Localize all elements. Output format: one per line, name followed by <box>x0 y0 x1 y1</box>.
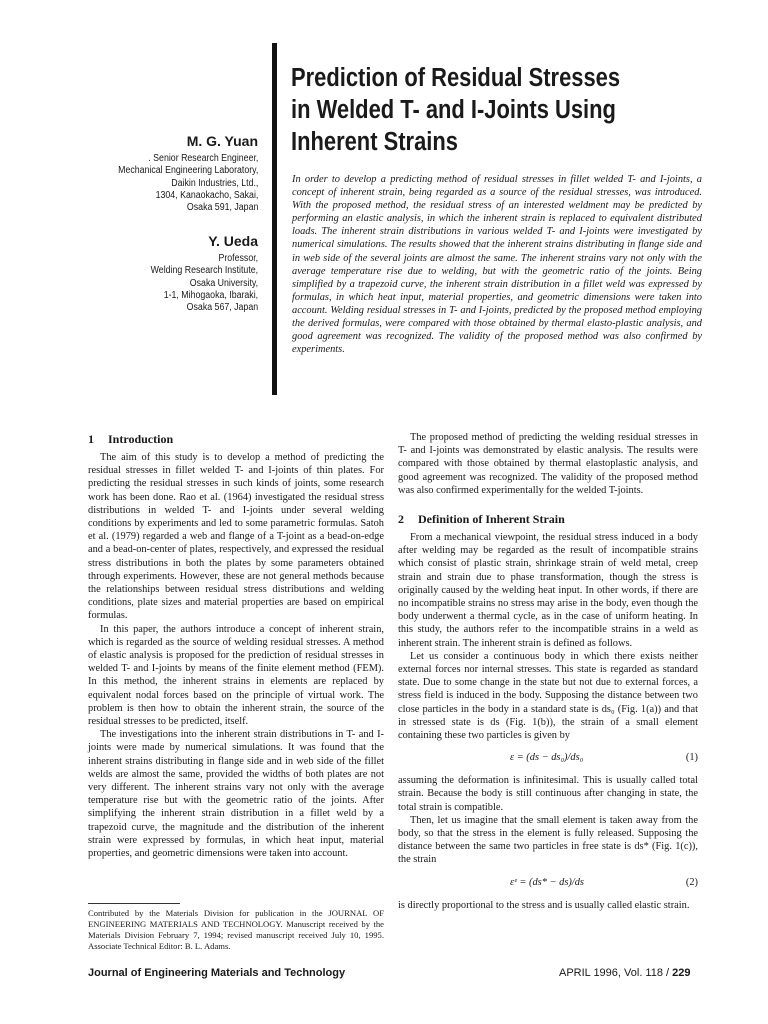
affiliation-line: Osaka 567, Japan <box>186 302 258 314</box>
section-title: Definition of Inherent Strain <box>418 512 565 527</box>
author-ueda <box>136 232 258 314</box>
title-line-3: Inherent Strains <box>291 128 458 156</box>
paper-title <box>291 62 669 158</box>
affiliation-line: . Senior Research Engineer, <box>147 153 258 164</box>
equation-expression: ε = (ds − ds₀)/ds₀ <box>510 752 584 764</box>
affiliation-line: Mechanical Engineering Laboratory, <box>117 165 258 177</box>
section-number: 1 <box>88 432 94 446</box>
affiliation-line: Daikin Industries, Ltd., <box>170 177 258 189</box>
affiliation-line: Professor, <box>218 253 258 264</box>
author-affiliation <box>151 253 258 314</box>
affiliation-line: Welding Research Institute, <box>150 265 258 277</box>
paragraph: is directly proportional to the stress and is usually called elastic strain. <box>398 899 690 911</box>
equation-expression: εᵉ = (ds* − ds)/ds <box>510 876 584 888</box>
equation-1 <box>398 751 698 765</box>
paragraph: In this paper, the authors introduce a concept of inherent strain, which is regarded as the source of welding residual stresses. A method of elastic analysis is proposed for the prediction of residual stresses in welded T- and I-joints by means of the finite element method (FEM). In this method, the inherent strains in elements are replaced by equivalent nodal forces based on the principle of virtual work. The problem is then how to obtain the inherent strain, the source of the residual stresses to be predicted, itself. <box>88 623 384 728</box>
paragraph: Then, let us imagine that the small element is taken away from the body, so that the stress in the element is fully released. Supposing the distance between the same two particles in free state is ds* (Fig. 1(c)), the strain <box>398 814 698 866</box>
page-number: 229 <box>672 967 691 979</box>
affiliation-line: 1-1, Mihogaoka, Ibaraki, <box>163 289 258 301</box>
paragraph: The investigations into the inherent strain distributions in T- and I-joints were made by numerical simulations. It was found that the inherent strains distributing in flange side and in web side of the fillet welds are almost the same, provided the widths of both plates are not very different. The inherent strains vary not only with the average temperature rise but with the geometric ratio of the joints. After simplifying the inherent strain distribution in a fillet weld by a trapezoid curve, the magnitude and the distribution of the inherent strain were expressed by formulas, in which heat input, material properties, and geometric dimensions were taken into account. <box>88 729 384 860</box>
author-name: Y. Ueda <box>208 233 258 249</box>
affiliation-line: 1304, Kanaokacho, Sakai, <box>155 189 258 201</box>
equation-number: (1) <box>685 752 698 764</box>
equation-2 <box>398 876 698 890</box>
issue-text: APRIL 1996, Vol. 118 / <box>559 967 673 979</box>
right-column <box>398 431 698 912</box>
section-number: 2 <box>398 512 404 527</box>
paragraph: The proposed method of predicting the welding residual stresses in T- and I-joints was demonstrated by elastic analysis. The results were compared with those obtained by thermal elastoplastic analysis, and good agreement was recognized. The validity of the proposed method was also confirmed experimentally for the welded T-joints. <box>398 432 698 496</box>
paragraph: Let us consider a continuous body in which there exists neither external forces nor internal stresses. This state is regarded as standard state. Due to some change in the state but not due to external forces, a stress field is induced in the body. Supposing the distance between two close particles in the body in a standard state is ds₀ (Fig. 1(a)) and that in stressed state is ds (Fig. 1(b)), the strain of a small element containing these two particles is given by <box>398 650 698 742</box>
section-2-heading <box>398 511 698 527</box>
author-name: M. G. Yuan <box>186 133 258 149</box>
footnote-rule <box>88 903 180 904</box>
section-title: Introduction <box>108 432 174 446</box>
equation-number: (2) <box>685 876 698 888</box>
title-line-2: in Welded T- and I-Joints Using <box>291 96 616 124</box>
abstract <box>292 173 702 356</box>
footnote: Contributed by the Materials Division for publication in the JOURNAL OF ENGINEERING MATERIALS AND TECHNOLOGY. Manuscript received by the Materials Division February 7, 1994; revised manuscript received July 10, 1995. Associate Technical Editor: B. L. Adams. <box>88 908 384 951</box>
paragraph: The aim of this study is to develop a method of predicting the residual stresses in fillet welded T- and I-joints of thin plates. For predicting the residual stresses in such kinds of joints, some research work has been done. Rao et al. (1964) investigated the residual stress distributions in welded T- and I-joints under several welding conditions by experiments and led to some parametric formulas. Satoh et al. (1979) regarded a web and flange of a T-joint as a bead-on-edge and a bead-on-center of plates, respectively, and expressed the residual stress distributions in both the plates by some parameters obtained through experiments. However, these are not general methods because the relationships between residual stress distributions and welding conditions, plate sizes and material properties are based on empirical formulas. <box>88 452 384 622</box>
journal-name: Journal of Engineering Materials and Technology <box>88 967 346 979</box>
author-yuan <box>99 132 258 214</box>
abstract-text: In order to develop a predicting method of residual stresses in fillet welded T- and I-joints, a concept of inherent strain, being regarded as a source of the residual stresses, was introduced. With the proposed method, the residual stress of an interested weldment may be predicted by performing an elastic analysis, in which the inherent strain is replaced to equivalent distributed loads. The inherent strain distributions in various welded T- and I-joints were investigated by numerical simulations. The results showed that the inherent strains distributing in flange side and in web side of the several joints are almost the same. The inherent strains vary not only with the average temperature rise due to welding, but with the geometric ratio of the joints. Being simplified by a trapezoid curve, the inherent strain distribution in a fillet weld was expressed by formulas, in which heat input, material properties, and geometric dimensions were taken into account. Welding residual stresses in T- and I-joints, predicted by the proposed method employing the derived formulas, were compared with those obtained by thermal elasto-plastic analysis, and good agreement was recognized. The validity of the proposed method was also confirmed by experiments. <box>292 174 702 356</box>
left-column <box>88 431 384 860</box>
affiliation-line: Osaka University, <box>189 277 258 289</box>
paragraph: assuming the deformation is infinitesimal. This is usually called total strain. Because the body is still continuous after changing in state, the total strain is compatible. <box>398 775 698 813</box>
issue-info <box>559 967 691 979</box>
affiliation-line: Osaka 591, Japan <box>186 202 258 214</box>
title-line-1: Prediction of Residual Stresses <box>291 64 621 92</box>
author-affiliation <box>118 153 258 214</box>
section-1-heading <box>88 431 384 447</box>
title-rule <box>272 43 277 395</box>
paragraph: From a mechanical viewpoint, the residual stress induced in a body after welding may be regarded as the result of incompatible strains which consist of plastic strain, shrinkage strain of weld metal, creep strain and strain due to phase transformation, though the stress is originally caused by the welding heat input. In other words, if there are no incompatible strains no stress may arise in the body, even though the body underwent a thermal cycle, as in the case of uniform heating. In this study, the authors refer to the incompatible strains in a weld as inherent strain. The inherent strain is defined as follows. <box>398 532 698 649</box>
